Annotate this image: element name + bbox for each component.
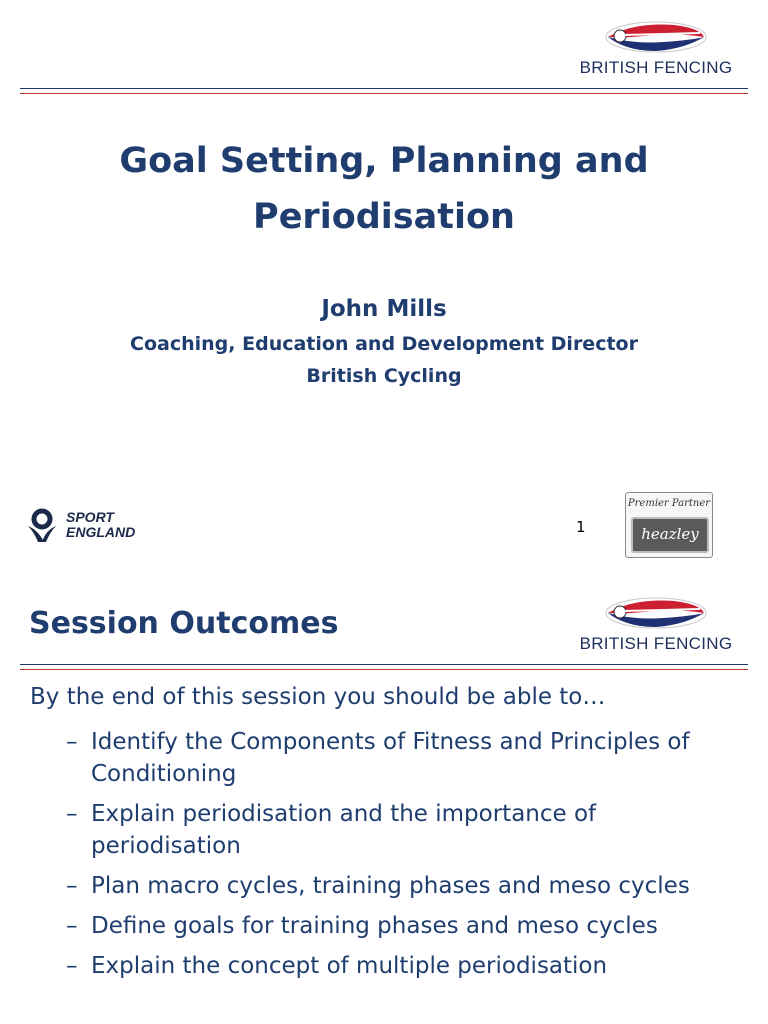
dash-bullet-icon: – <box>66 953 78 979</box>
list-item: – Plan macro cycles, training phases and meso cycles <box>66 870 706 902</box>
dash-bullet-icon: – <box>66 913 78 939</box>
list-item: – Explain periodisation and the importance of periodisation <box>66 798 706 862</box>
british-fencing-wordmark: BRITISH FENCING <box>579 58 733 77</box>
sport-england-emblem-icon <box>24 508 60 544</box>
header-rule-dark <box>20 88 748 89</box>
partner-badge <box>631 517 709 553</box>
slide-heading: Session Outcomes <box>29 606 339 641</box>
slide-session-outcomes <box>0 576 768 1024</box>
fencer-emblem-icon <box>604 596 708 630</box>
author-name: John Mills <box>321 296 447 322</box>
presentation-title <box>40 133 728 245</box>
sport-england-logo <box>24 508 154 548</box>
partner-label: Premier Partner <box>627 498 711 509</box>
dash-bullet-icon: – <box>66 873 78 899</box>
page-number: 1 <box>576 518 586 536</box>
list-item: – Define goals for training phases and meso cycles <box>66 910 706 942</box>
outcomes-list <box>66 726 706 990</box>
header-rule-red <box>20 93 748 94</box>
british-fencing-logo <box>566 18 746 88</box>
intro-text: By the end of this session you should be able to… <box>30 684 606 710</box>
list-item: – Explain the concept of multiple periodisation <box>66 950 706 982</box>
title-line-2: Periodisation <box>253 197 515 237</box>
author-role: Coaching, Education and Development Director <box>130 333 638 355</box>
dash-bullet-icon: – <box>66 729 78 755</box>
british-fencing-wordmark: BRITISH FENCING <box>579 634 733 653</box>
dash-bullet-icon: – <box>66 801 78 827</box>
author-organization: British Cycling <box>306 365 462 387</box>
premier-partner-logo <box>625 492 713 558</box>
partner-name: heazley <box>641 525 699 543</box>
header-rule-dark <box>20 664 748 665</box>
fencer-emblem-icon <box>604 20 708 54</box>
list-item: – Identify the Components of Fitness and Principles of Conditioning <box>66 726 706 790</box>
sport-england-wordmark: SPORT ENGLAND <box>66 509 136 540</box>
header-rule-red <box>20 669 748 670</box>
title-line-1: Goal Setting, Planning and <box>119 141 649 181</box>
british-fencing-logo <box>566 594 746 664</box>
